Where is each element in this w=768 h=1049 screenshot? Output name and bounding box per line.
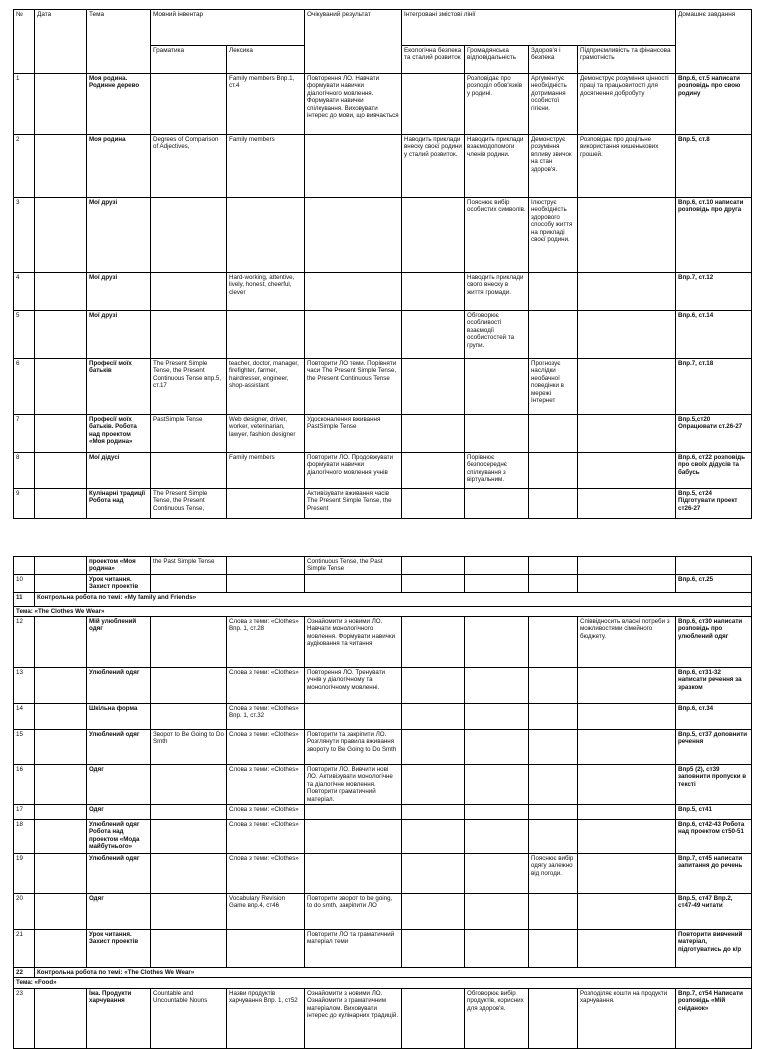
row-lexis: Family members (227, 135, 305, 198)
row-grammar (151, 930, 227, 968)
table-row (14, 74, 752, 135)
row-homework: Впр.6, ст42-43 Робота над проектом ст50-51 (676, 820, 752, 854)
row-fin (578, 930, 676, 968)
row-homework (676, 557, 752, 575)
row-lexis (227, 930, 305, 968)
row-num: 21 (14, 930, 35, 968)
row-date (35, 617, 87, 668)
row-grammar (151, 617, 227, 668)
row-eco (402, 668, 465, 704)
header-num: № (14, 10, 35, 74)
row-homework: Впр.7, ст.12 (676, 273, 752, 311)
table-row (14, 135, 752, 198)
header-date: Дата (35, 10, 87, 74)
row-fin: Розподіляє кошти на продукти харчування. (578, 988, 676, 1048)
row-num: 22 (14, 968, 35, 978)
header-grammar: Граматика (151, 46, 227, 74)
row-civic (465, 574, 529, 592)
row-topic: Улюблений одяг (87, 854, 151, 894)
row-date (35, 820, 87, 854)
row-homework: Впр.6, ст.5 написати розповідь про свою родину (676, 74, 752, 135)
table-row (14, 894, 752, 930)
row-fin (578, 805, 676, 820)
table-row (14, 765, 752, 805)
header-line-fin: Підприємливість та фінансова грамотність (578, 46, 676, 74)
row-date (35, 704, 87, 730)
row-topic: Одяг (87, 765, 151, 805)
row-homework: Впр.5,ст20 Опрацювати ст.26-27 (676, 415, 752, 453)
row-result (305, 854, 402, 894)
row-eco (402, 894, 465, 930)
test-title: Контрольна робота по темі: «The Clothes We Wear» (35, 968, 752, 978)
row-homework: Впр.5, ст24 Підготувати проект ст26-27 (676, 489, 752, 519)
row-civic (465, 805, 529, 820)
row-lexis: Слова з теми: «Clothes» (227, 765, 305, 805)
row-health: Прогнозує наслідки необачної поведінки в мережі Інтернет (529, 359, 578, 415)
row-eco (402, 489, 465, 519)
row-num: 9 (14, 489, 35, 519)
row-num: 7 (14, 415, 35, 453)
row-topic: Шкільна форма (87, 704, 151, 730)
row-result: Ознайомити з новими ЛО. Навчати монологічного мовлення. Формувати навички аудіювання та читання (305, 617, 402, 668)
row-homework: Впр.6, ст22 розповідь про своїх дідусів та бабусь (676, 453, 752, 489)
row-grammar: Countable and Uncountable Nouns (151, 988, 227, 1048)
topic-row (14, 606, 752, 616)
row-date (35, 135, 87, 198)
row-fin (578, 273, 676, 311)
row-fin (578, 730, 676, 765)
row-topic: Урок читання. Захист проектів (87, 574, 151, 592)
row-grammar (151, 574, 227, 592)
row-fin (578, 820, 676, 854)
row-homework: Впр.6, ст30 написати розповідь про улюблений одяг (676, 617, 752, 668)
row-num: 8 (14, 453, 35, 489)
row-grammar (151, 453, 227, 489)
row-result: Повторити ЛО. Вивчити нові ЛО. Активізувати монологічне та діалогічне мовлення. Повторити граматичний матеріал. (305, 765, 402, 805)
row-result: Повторення ЛО. Навчати формувати навички діалогічного мовлення. Формувати навички спілкування. Виховувати інтерес до мови, що вивчається (305, 74, 402, 135)
row-health (529, 805, 578, 820)
lower-table-wrap (13, 556, 751, 1049)
row-civic: Наводить приклади свого внеску в життя громади. (465, 273, 529, 311)
table-row (14, 415, 752, 453)
row-homework: Впр5 (2), ст39 заповнити пропуски в тексті (676, 765, 752, 805)
table-row (14, 557, 752, 575)
row-eco (402, 74, 465, 135)
row-homework: Повторити вивчений матеріал, підготуватись до к/р (676, 930, 752, 968)
table-row (14, 311, 752, 359)
table-row (14, 805, 752, 820)
row-eco (402, 311, 465, 359)
table-row (14, 820, 752, 854)
row-date (35, 557, 87, 575)
table-row (14, 198, 752, 273)
row-health (529, 489, 578, 519)
row-topic: Кулінарні традиції Робота над (87, 489, 151, 519)
row-date (35, 489, 87, 519)
row-homework: Впр.6, ст.14 (676, 311, 752, 359)
row-num: 5 (14, 311, 35, 359)
topic-title: Тема: «Food» (14, 978, 752, 988)
row-eco: Наводить приклади внеску своєї родини у сталий розвиток. (402, 135, 465, 198)
row-homework: Впр.7, ст45 написати запитання до речень (676, 854, 752, 894)
row-grammar: Degrees of Comparison of Adjectives, (151, 135, 227, 198)
row-num: 2 (14, 135, 35, 198)
row-fin (578, 854, 676, 894)
row-lexis (227, 489, 305, 519)
row-lexis (227, 198, 305, 273)
table-row (14, 273, 752, 311)
row-num: 4 (14, 273, 35, 311)
row-civic: Обговорює вибір продуктів, корисних для здоров'я. (465, 988, 529, 1048)
row-date (35, 730, 87, 765)
row-health (529, 668, 578, 704)
row-homework: Впр.5, ст47 Впр.2, ст47-49 читати (676, 894, 752, 930)
row-eco (402, 617, 465, 668)
row-health (529, 415, 578, 453)
row-num: 3 (14, 198, 35, 273)
row-health (529, 557, 578, 575)
row-topic: Мої друзі (87, 311, 151, 359)
row-topic: Їжа. Продукти харчування (87, 988, 151, 1048)
row-eco (402, 453, 465, 489)
row-lexis: Vocabulary Revision Game впр.4, ст46 (227, 894, 305, 930)
row-topic: Професії моїх батьків. Робота над проектом «Моя родина» (87, 415, 151, 453)
row-num: 18 (14, 820, 35, 854)
row-result: Повторити ЛО теми. Порівняти часи The Present Simple Tense, the Present Continuous Tense (305, 359, 402, 415)
row-civic (465, 704, 529, 730)
row-fin (578, 359, 676, 415)
row-health: Демонструє розуміння впливу звичок на стан здоров'я. (529, 135, 578, 198)
row-civic (465, 489, 529, 519)
row-eco (402, 805, 465, 820)
row-num: 20 (14, 894, 35, 930)
row-health (529, 894, 578, 930)
row-civic (465, 557, 529, 575)
row-grammar (151, 311, 227, 359)
row-num: 1 (14, 74, 35, 135)
table-row (14, 359, 752, 415)
row-lexis: Hard-working, attentive, lively, honest, cheerful, clever (227, 273, 305, 311)
row-grammar (151, 765, 227, 805)
row-num: 16 (14, 765, 35, 805)
row-num: 10 (14, 574, 35, 592)
row-num (14, 557, 35, 575)
row-civic (465, 820, 529, 854)
row-lexis: Family members Впр.1, ст.4 (227, 74, 305, 135)
row-fin (578, 489, 676, 519)
row-date (35, 805, 87, 820)
row-homework: Впр.6, ст.34 (676, 704, 752, 730)
table-row (14, 988, 752, 1048)
header-line-civic: Громадянська відповідальність (465, 46, 529, 74)
row-topic: Мій улюблений одяг (87, 617, 151, 668)
header-lexis: Лексика (227, 46, 305, 74)
row-fin (578, 704, 676, 730)
row-lexis: Слова з теми: «Clothes» (227, 854, 305, 894)
row-civic: Обговорює особливості взаємодії особистостей та групи. (465, 311, 529, 359)
row-date (35, 930, 87, 968)
row-result (305, 311, 402, 359)
row-result: Повторити ЛО. Продовжувати формувати навички діалогічного мовлення учнів (305, 453, 402, 489)
row-homework: Впр.7, ст54 Написати розповідь «Мій сніданок» (676, 988, 752, 1048)
row-topic: Улюблений одяг Робота над проектом «Мода майбутнього» (87, 820, 151, 854)
row-health (529, 453, 578, 489)
row-grammar: The Present Simple Tense, the Present Continuous Tense, (151, 489, 227, 519)
row-health (529, 273, 578, 311)
row-result (305, 198, 402, 273)
upper-table-wrap (13, 9, 751, 519)
row-grammar (151, 273, 227, 311)
row-homework: Впр.6, ст.10 написати розповідь про друга (676, 198, 752, 273)
row-result: Ознайомити з новими ЛО. Ознайомити з граматичним матеріалом. Виховувати інтерес до кулінарних традицій. (305, 988, 402, 1048)
row-civic (465, 359, 529, 415)
row-lexis: Слова з теми: «Clothes» (227, 805, 305, 820)
row-homework: Впр.6, ст31-32 написати речення за зразком (676, 668, 752, 704)
row-eco (402, 359, 465, 415)
row-health (529, 311, 578, 359)
row-health (529, 617, 578, 668)
row-topic: Улюблений одяг (87, 730, 151, 765)
test-row (14, 968, 752, 978)
row-grammar (151, 854, 227, 894)
row-topic: Улюблений одяг (87, 668, 151, 704)
topic-row (14, 978, 752, 988)
row-eco (402, 988, 465, 1048)
table-row (14, 617, 752, 668)
test-title: Контрольна робота по темі: «My family and Friends» (35, 592, 752, 606)
row-result (305, 805, 402, 820)
row-date (35, 574, 87, 592)
row-lexis (227, 311, 305, 359)
row-civic: Пояснює вибір особистих символів. (465, 198, 529, 273)
row-date (35, 359, 87, 415)
row-num: 23 (14, 988, 35, 1048)
row-civic (465, 730, 529, 765)
row-civic (465, 765, 529, 805)
row-eco (402, 930, 465, 968)
row-topic: Урок читання. Захист проектів (87, 930, 151, 968)
row-health (529, 988, 578, 1048)
row-num: 11 (14, 592, 35, 606)
row-health (529, 730, 578, 765)
row-num: 12 (14, 617, 35, 668)
row-fin (578, 574, 676, 592)
row-result (305, 704, 402, 730)
row-topic: Одяг (87, 805, 151, 820)
row-result (305, 135, 402, 198)
row-civic (465, 930, 529, 968)
row-grammar (151, 668, 227, 704)
row-grammar (151, 894, 227, 930)
row-result: Повторити та закріпити ЛО. Розглянути правила вживання звороту to Be Going to Do Smth (305, 730, 402, 765)
row-eco (402, 854, 465, 894)
row-grammar (151, 805, 227, 820)
row-grammar: Зворот to Be Going to Do Smth (151, 730, 227, 765)
row-date (35, 415, 87, 453)
row-result (305, 273, 402, 311)
table-row (14, 930, 752, 968)
row-fin: Демонструє розуміння цінності праці та працьовитості для досягнення добробуту (578, 74, 676, 135)
row-fin (578, 668, 676, 704)
row-fin (578, 894, 676, 930)
row-result: Повторити зворот to be going, to do smth, закріпити ЛО (305, 894, 402, 930)
row-eco (402, 704, 465, 730)
row-num: 17 (14, 805, 35, 820)
row-civic: Наводить приклади взаємодопомоги членів родини. (465, 135, 529, 198)
table-row (14, 854, 752, 894)
row-topic: проектом «Моя родина» (87, 557, 151, 575)
row-grammar (151, 704, 227, 730)
row-date (35, 198, 87, 273)
row-topic: Мої друзі (87, 273, 151, 311)
row-grammar: the Past Simple Tense (151, 557, 227, 575)
row-health: Пояснює вибір одягу залежно від погоди. (529, 854, 578, 894)
header-homework: Домашнє завдання (676, 10, 752, 74)
row-date (35, 668, 87, 704)
row-date (35, 988, 87, 1048)
row-homework: Впр.5, ст41 (676, 805, 752, 820)
row-result (305, 574, 402, 592)
row-date (35, 453, 87, 489)
row-lexis (227, 557, 305, 575)
row-date (35, 74, 87, 135)
row-num: 14 (14, 704, 35, 730)
row-num: 6 (14, 359, 35, 415)
row-eco (402, 198, 465, 273)
row-health: Аргументує необхідність дотримання особистої гігієни. (529, 74, 578, 135)
row-topic: Професії моїх батьків (87, 359, 151, 415)
row-lexis: Слова з теми: «Clothes» Впр. 1, ст.32 (227, 704, 305, 730)
row-grammar: PastSimple Tense (151, 415, 227, 453)
row-civic (465, 894, 529, 930)
row-lexis: Слова з теми: «Clothes» (227, 668, 305, 704)
row-civic (465, 617, 529, 668)
row-date (35, 854, 87, 894)
row-eco (402, 273, 465, 311)
topic-title: Тема: «The Clothes We Wear» (14, 606, 752, 616)
row-lexis: Слова з теми: «Clothes» (227, 820, 305, 854)
row-date (35, 311, 87, 359)
row-homework: Впр.6, ст.25 (676, 574, 752, 592)
row-date (35, 273, 87, 311)
row-fin (578, 765, 676, 805)
row-num: 13 (14, 668, 35, 704)
row-result: Повторення ЛО. Тренувати учнів у діалогічному та монологічному мовленні. (305, 668, 402, 704)
row-lexis: Назви продуктів харчування Впр. 1, ст52 (227, 988, 305, 1048)
row-lexis: Family members (227, 453, 305, 489)
row-health (529, 704, 578, 730)
plan-table-top (13, 9, 752, 519)
row-eco (402, 820, 465, 854)
row-lexis: Слова з теми: «Clothes» Впр. 1, ст.28 (227, 617, 305, 668)
row-date (35, 894, 87, 930)
row-fin (578, 557, 676, 575)
row-health (529, 930, 578, 968)
table-row (14, 453, 752, 489)
row-fin (578, 311, 676, 359)
row-result: Удосконалення вживання PastSimple Tense (305, 415, 402, 453)
row-eco (402, 557, 465, 575)
row-lexis (227, 574, 305, 592)
row-num: 15 (14, 730, 35, 765)
row-topic: Моя родина. Родинне дерево (87, 74, 151, 135)
row-grammar: The Present Simple Tense, the Present Continuous Tense впр.5, ст.17 (151, 359, 227, 415)
row-grammar (151, 198, 227, 273)
row-grammar (151, 74, 227, 135)
row-result: Continuous Tense, the Past Simple Tense (305, 557, 402, 575)
header-line-eco: Екологічна безпека та сталий розвиток (402, 46, 465, 74)
table-row (14, 730, 752, 765)
table-row (14, 489, 752, 519)
header-integrated: Інтегровані змістові лінії (402, 10, 676, 46)
row-num: 19 (14, 854, 35, 894)
row-date (35, 765, 87, 805)
header-language: Мовний інвентар (151, 10, 305, 46)
row-result: Повторити ЛО та граматичний матеріал теми (305, 930, 402, 968)
table-row (14, 704, 752, 730)
row-health: Ілюструє необхідність здорового способу життя на прикладі своєї родини. (529, 198, 578, 273)
row-homework: Впр.5, ст37 доповнити речення (676, 730, 752, 765)
row-homework: Впр.5, ст.8 (676, 135, 752, 198)
table-row (14, 668, 752, 704)
row-fin (578, 453, 676, 489)
header-line-health: Здоров'я і безпека (529, 46, 578, 74)
row-fin (578, 415, 676, 453)
row-eco (402, 730, 465, 765)
row-health (529, 574, 578, 592)
row-health (529, 765, 578, 805)
row-health (529, 820, 578, 854)
row-fin: Розповідає про доцільне використання кишенькових грошей. (578, 135, 676, 198)
header-result: Очікуваний результат (305, 10, 402, 74)
row-lexis: Web designer, driver, worker, veterinarian, lawyer, fashion designer (227, 415, 305, 453)
table-row (14, 574, 752, 592)
row-civic (465, 854, 529, 894)
row-grammar (151, 820, 227, 854)
row-result: Активізувати вживання часів The Present Simple Tense, the Present (305, 489, 402, 519)
test-row (14, 592, 752, 606)
row-eco (402, 574, 465, 592)
row-lexis: Слова з теми: «Clothes» (227, 730, 305, 765)
row-topic: Одяг (87, 894, 151, 930)
row-homework: Впр.7, ст.18 (676, 359, 752, 415)
row-eco (402, 765, 465, 805)
row-lexis: teacher, doctor, manager, firefighter, farmer, hairdresser, engineer, shop-assistant (227, 359, 305, 415)
header-topic: Тема (87, 10, 151, 74)
row-fin: Співвідносить власні потреби з можливостями сімейного бюджету. (578, 617, 676, 668)
row-result (305, 820, 402, 854)
row-civic: Розповідає про розподіл обов'язків у родині. (465, 74, 529, 135)
row-topic: Мої друзі (87, 198, 151, 273)
row-civic (465, 668, 529, 704)
row-civic (465, 415, 529, 453)
row-fin (578, 198, 676, 273)
row-topic: Мої дідусі (87, 453, 151, 489)
row-eco (402, 415, 465, 453)
plan-table-bottom (13, 556, 752, 1049)
row-topic: Моя родина (87, 135, 151, 198)
row-civic: Порівнює безпосереднє спілкування з віртуальним. (465, 453, 529, 489)
